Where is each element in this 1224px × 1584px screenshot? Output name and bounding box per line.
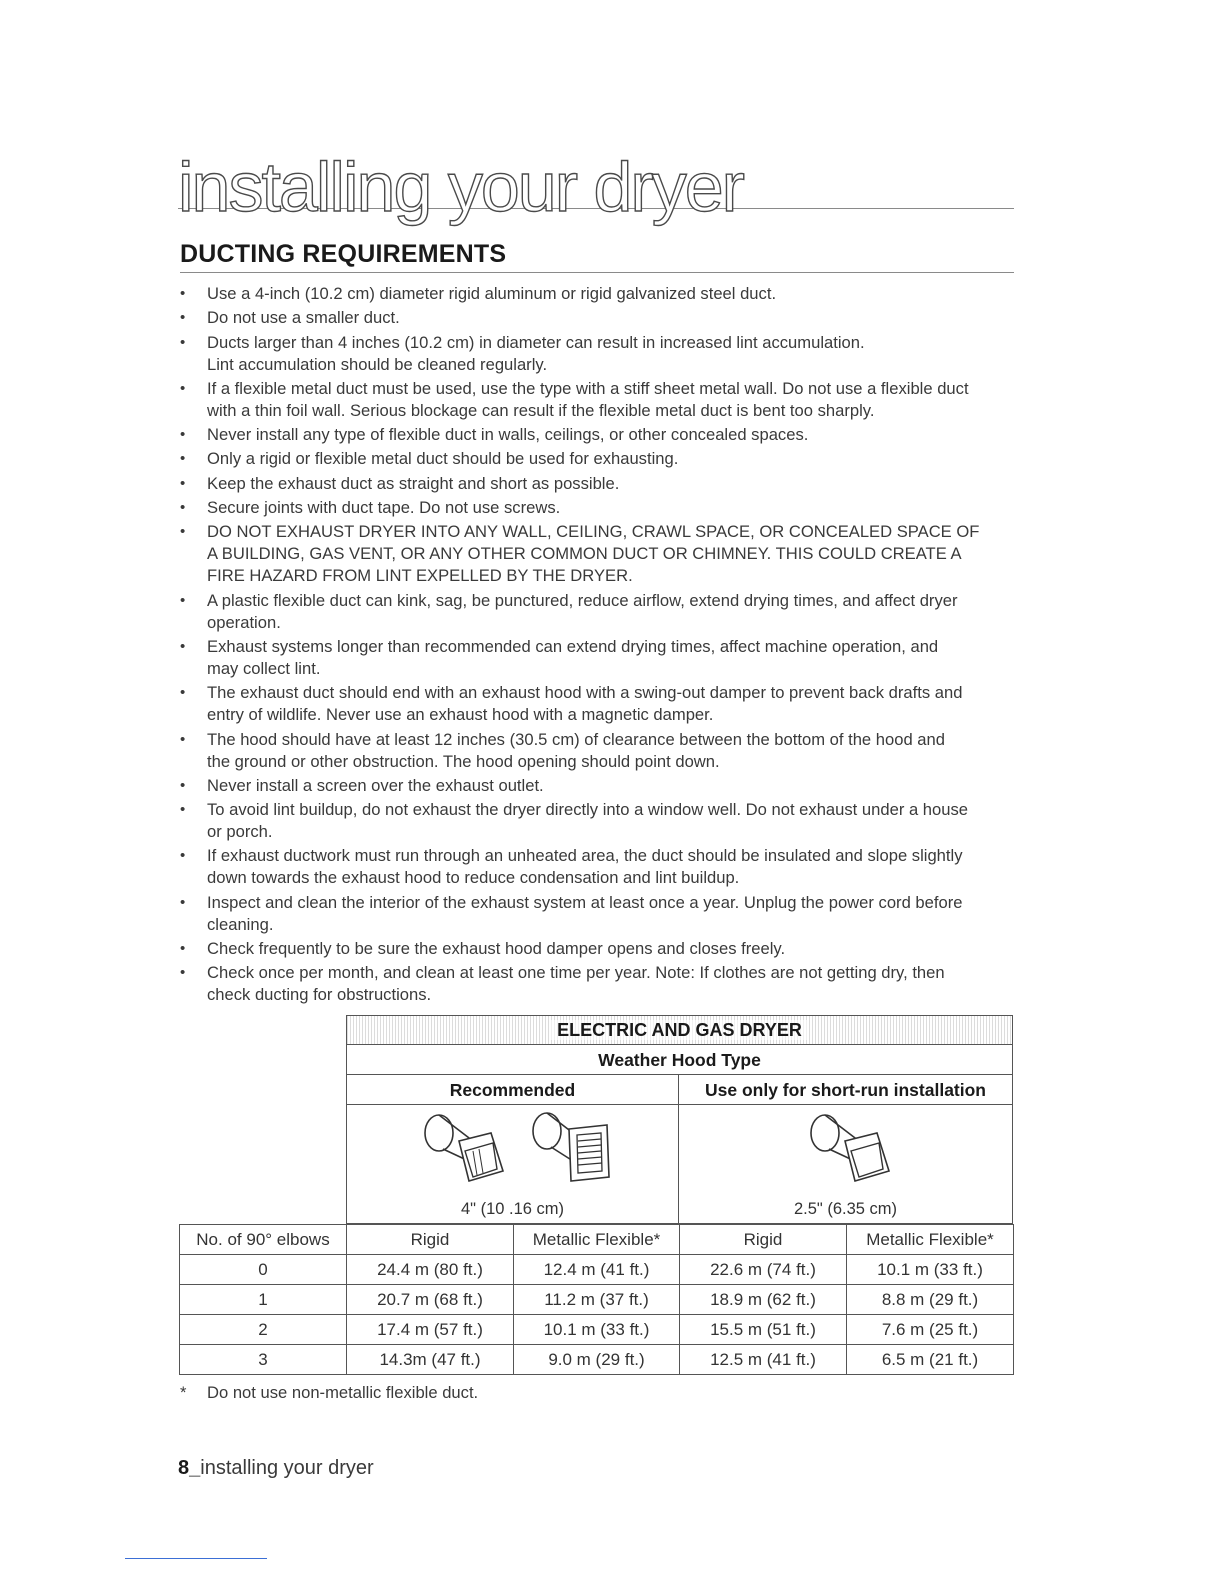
cell: 15.5 m (51 ft.) xyxy=(680,1315,847,1345)
requirement-line: the ground or other obstruction. The hood opening should point down. xyxy=(207,751,720,771)
short-run-hoods xyxy=(679,1105,1013,1224)
requirement-item xyxy=(180,332,1016,376)
cell: 22.6 m (74 ft.) xyxy=(680,1255,847,1285)
requirement-line: cleaning. xyxy=(207,914,274,934)
table-row xyxy=(180,1315,1014,1345)
requirement-item xyxy=(180,962,1016,1006)
requirement-line: Lint accumulation should be cleaned regularly. xyxy=(207,354,548,374)
cell: 10.1 m (33 ft.) xyxy=(514,1315,680,1345)
footnote xyxy=(180,1383,478,1403)
hood-flap-short-icon xyxy=(799,1111,899,1191)
requirement-line: check ducting for obstructions. xyxy=(207,985,432,1005)
requirement-item xyxy=(180,378,1016,422)
requirement-item xyxy=(180,775,1016,797)
requirement-line: may collect lint. xyxy=(207,658,321,678)
table-header-text: ELECTRIC AND GAS DRYER xyxy=(551,1020,808,1040)
requirement-line: • Ducts larger than 4 inches (10.2 cm) in diameter can result in increased lint accumulation. xyxy=(207,332,865,352)
requirement-item xyxy=(180,636,1016,680)
cell: 8.8 m (29 ft.) xyxy=(847,1285,1014,1315)
hood-flap-icon xyxy=(413,1111,513,1191)
page-title xyxy=(178,138,1014,226)
requirement-item xyxy=(180,521,1016,587)
requirement-line: • Keep the exhaust duct as straight and short as possible. xyxy=(207,473,620,493)
requirement-line: • If a flexible metal duct must be used, use the type with a stiff sheet metal wall. Do not use a flexible duct xyxy=(207,378,969,398)
section-title xyxy=(180,240,1014,273)
cell: 12.5 m (41 ft.) xyxy=(680,1345,847,1375)
group-recommended: Recommended xyxy=(346,1075,679,1105)
requirement-line: with a thin foil wall. Serious blockage can result if the flexible metal duct is bent too sharply. xyxy=(207,400,875,420)
cell: 10.1 m (33 ft.) xyxy=(847,1255,1014,1285)
page-title-text: installing your dryer xyxy=(178,148,743,226)
requirement-line: down towards the exhaust hood to reduce condensation and lint buildup. xyxy=(207,868,740,888)
cell: 6.5 m (21 ft.) xyxy=(847,1345,1014,1375)
col-elbows: No. of 90° elbows xyxy=(180,1225,347,1255)
table-header xyxy=(346,1015,1013,1045)
requirement-line: • To avoid lint buildup, do not exhaust the dryer directly into a window well. Do not exhaust under a house xyxy=(207,800,969,820)
cell: 12.4 m (41 ft.) xyxy=(514,1255,680,1285)
table-row xyxy=(180,1345,1014,1375)
requirement-line: • If exhaust ductwork must run through an unheated area, the duct should be insulated and slope slightly xyxy=(207,846,963,866)
table-subheader: Weather Hood Type xyxy=(346,1045,1013,1075)
table-header-row xyxy=(180,1225,1014,1255)
requirement-item xyxy=(180,799,1016,843)
col-rigid-short: Rigid xyxy=(680,1225,847,1255)
size-recommended: 4" (10 .16 cm) xyxy=(460,1200,565,1218)
footnote-mark: * xyxy=(180,1383,187,1402)
page-footer-text: installing your dryer xyxy=(200,1457,374,1479)
section-title-text: DUCTING REQUIREMENTS xyxy=(180,240,507,268)
group-short-run: Use only for short-run installation xyxy=(679,1075,1013,1105)
cell: 17.4 m (57 ft.) xyxy=(347,1315,514,1345)
requirement-line: • Check once per month, and clean at least one time per year. Note: If clothes are not getting dry, then xyxy=(207,963,945,983)
requirement-item xyxy=(180,448,1016,470)
requirement-item xyxy=(180,590,1016,634)
requirement-item xyxy=(180,892,1016,936)
cell: 14.3m (47 ft.) xyxy=(347,1345,514,1375)
requirement-line: • Never install a screen over the exhaust outlet. xyxy=(207,775,544,795)
cell: 24.4 m (80 ft.) xyxy=(347,1255,514,1285)
cell: 2 xyxy=(180,1315,347,1345)
requirement-line: • Use a 4-inch (10.2 cm) diameter rigid aluminum or rigid galvanized steel duct. xyxy=(207,284,777,303)
requirement-line: entry of wildlife. Never use an exhaust hood with a magnetic damper. xyxy=(207,705,714,725)
requirement-item xyxy=(180,307,1016,329)
requirement-item xyxy=(180,845,1016,889)
requirement-item xyxy=(180,424,1016,446)
cell: 9.0 m (29 ft.) xyxy=(514,1345,680,1375)
requirement-line: • Do not use a smaller duct. xyxy=(207,308,400,328)
requirement-line: • DO NOT EXHAUST DRYER INTO ANY WALL, CEILING, CRAWL SPACE, OR CONCEALED SPACE OF xyxy=(207,522,980,542)
requirement-item xyxy=(180,473,1016,495)
requirement-line: or porch. xyxy=(207,822,273,842)
recommended-hoods xyxy=(346,1105,679,1224)
requirement-line: • Exhaust systems longer than recommended can extend drying times, affect machine operation, and xyxy=(207,636,939,656)
requirement-line: • The hood should have at least 12 inches (30.5 cm) of clearance between the bottom of the hood and xyxy=(207,729,945,749)
requirement-line: • Secure joints with duct tape. Do not use screws. xyxy=(207,498,561,518)
footnote-text: Do not use non-metallic flexible duct. xyxy=(207,1383,479,1402)
cell: 0 xyxy=(180,1255,347,1285)
requirement-line: • A plastic flexible duct can kink, sag, be punctured, reduce airflow, extend drying times, and affect dryer xyxy=(207,590,958,610)
page-footer xyxy=(178,1457,374,1480)
col-flex-short: Metallic Flexible* xyxy=(847,1225,1014,1255)
requirement-line: operation. xyxy=(207,612,281,632)
requirement-line: • Only a rigid or flexible metal duct should be used for exhausting. xyxy=(207,449,679,469)
cell: 18.9 m (62 ft.) xyxy=(680,1285,847,1315)
cell: 20.7 m (68 ft.) xyxy=(347,1285,514,1315)
cell: 11.2 m (37 ft.) xyxy=(514,1285,680,1315)
requirements-list xyxy=(180,283,1016,1009)
col-flex-rec: Metallic Flexible* xyxy=(514,1225,680,1255)
requirement-line: • The exhaust duct should end with an exhaust hood with a swing-out damper to prevent back drafts and xyxy=(207,683,963,703)
hood-louvered-icon xyxy=(523,1111,623,1191)
requirement-line: • Inspect and clean the interior of the exhaust system at least once a year. Unplug the power cord before xyxy=(207,892,963,912)
requirement-item xyxy=(180,497,1016,519)
requirement-item xyxy=(180,283,1016,305)
requirement-line: FIRE HAZARD FROM LINT EXPELLED BY THE DRYER. xyxy=(207,566,633,586)
cell: 3 xyxy=(180,1345,347,1375)
page-number: 8_ xyxy=(178,1457,201,1479)
table-row xyxy=(180,1285,1014,1315)
requirement-item xyxy=(180,938,1016,960)
col-rigid-rec: Rigid xyxy=(347,1225,514,1255)
requirement-line: A BUILDING, GAS VENT, OR ANY OTHER COMMON DUCT OR CHIMNEY. THIS COULD CREATE A xyxy=(207,544,962,564)
requirement-item xyxy=(180,682,1016,726)
requirement-line: • Check frequently to be sure the exhaust hood damper opens and closes freely. xyxy=(207,939,786,959)
requirement-item xyxy=(180,729,1016,773)
elbow-length-table xyxy=(179,1224,1014,1375)
cell: 1 xyxy=(180,1285,347,1315)
bottom-rule xyxy=(125,1558,267,1559)
requirement-line: • Never install any type of flexible duct in walls, ceilings, or other concealed spaces. xyxy=(207,425,809,445)
size-short-run: 2.5" (6.35 cm) xyxy=(793,1200,898,1218)
cell: 7.6 m (25 ft.) xyxy=(847,1315,1014,1345)
table-row xyxy=(180,1255,1014,1285)
